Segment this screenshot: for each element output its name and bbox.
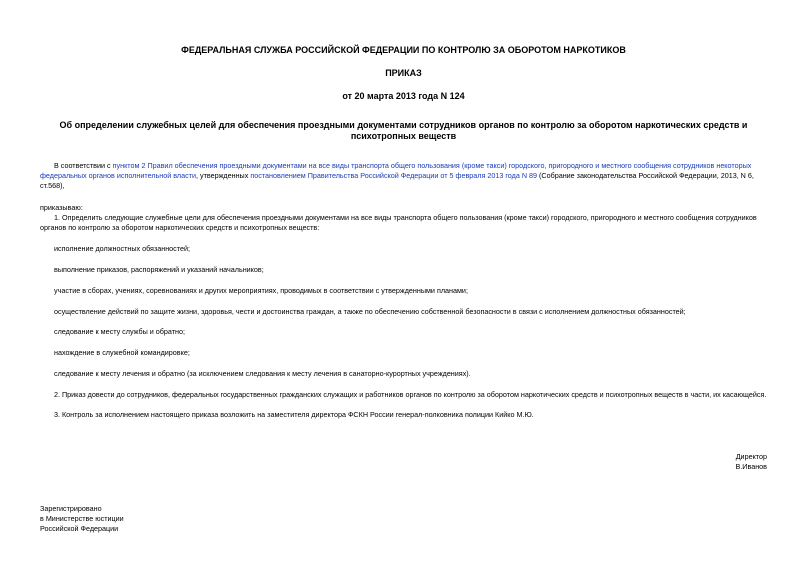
signature-name: В.Иванов [735,462,767,471]
preamble-text-2: , утвержденных [196,171,251,180]
preamble-text-1: В соответствии с [54,161,113,170]
order-word: приказываю: [40,203,83,212]
signature-position: Директор [735,452,767,461]
list-item: следование к месту лечения и обратно (за исключением следования к месту лечения в санаторно-курортных учреждениях). [54,369,471,378]
item-1: 1. Определить следующие служебные цели для обеспечения проездными документами на все виды транспорта общего пользования (кроме такси) городского, пригородного и местного сообщения сотрудников органов по контролю за оборотом наркотических средств и психотропных веществ: [40,213,757,232]
doc-date: от 20 марта 2013 года N 124 [342,91,465,101]
item-3: 3. Контроль за исполнением настоящего приказа возложить на заместителя директора ФСКН России генерал-полковника полиции Кийко М.Ю. [54,410,534,419]
registration-line-3: Российской Федерации [40,524,119,533]
registration-line-2: в Министерстве юстиции [40,514,124,523]
doc-type: ПРИКАЗ [385,68,422,78]
preamble [40,161,768,191]
link-rules-item2[interactable]: пунктом 2 Правил обеспечения проездными документами на все виды транспорта общего пользования (кроме такси) городского, пригородного и местного сообщения сотрудников некоторых федеральных органов исполнительной власти [40,161,752,180]
list-item: участие в сборах, учениях, соревнованиях и других мероприятиях, проводимых в соответствии с утвержденными планами; [54,286,468,295]
agency-name: ФЕДЕРАЛЬНАЯ СЛУЖБА РОССИЙСКОЙ ФЕДЕРАЦИИ ПО КОНТРОЛЮ ЗА ОБОРОТОМ НАРКОТИКОВ [181,45,626,55]
item-2: 2. Приказ довести до сотрудников, федеральных государственных гражданских служащих и работников органов по контролю за оборотом наркотических средств и психотропных веществ в части, их касающейся. [54,390,767,399]
link-government-decree[interactable]: постановлением Правительства Российской Федерации от 5 февраля 2013 года N 89 [250,171,537,180]
list-item: осуществление действий по защите жизни, здоровья, чести и достоинства граждан, а также по обеспечению собственной безопасности в связи с исполнением должностных обязанностей; [54,307,686,316]
list-item: следование к месту службы и обратно; [54,327,186,336]
registration-line-1: Зарегистрировано [40,504,102,513]
doc-title: Об определении служебных целей для обеспечения проездными документами сотрудников органов по контролю за оборотом наркотических средств и психотропных веществ [59,120,748,141]
list-item: выполнение приказов, распоряжений и указаний начальников; [54,265,264,274]
list-item: нахождение в служебной командировке; [54,348,190,357]
preamble-text-3: (Собрание законодательства Российской Федерации, 2013, N 6, ст.568), [40,171,754,190]
list-item: исполнение должностных обязанностей; [54,244,190,253]
